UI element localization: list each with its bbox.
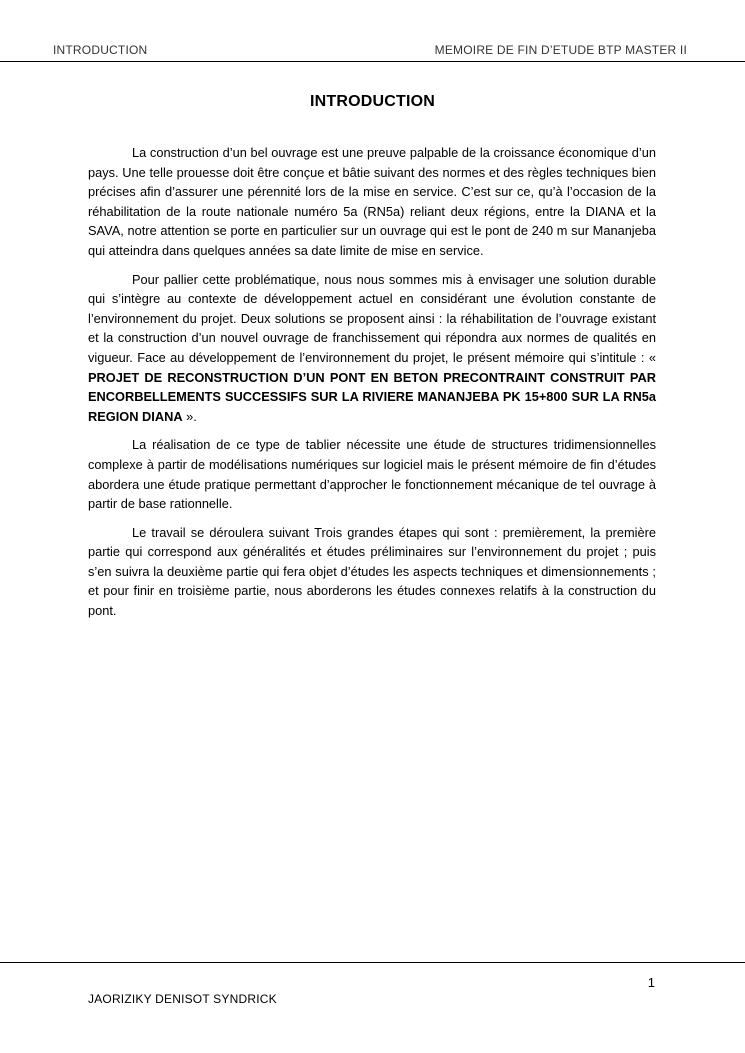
page-header: [0, 0, 745, 62]
thesis-title: PROJET DE RECONSTRUCTION D’UN PONT EN BETON PRECONTRAINT CONSTRUIT PAR ENCORBELLEMENTS SUCCESSIFS SUR LA RIVIERE MANANJEBA PK 15+800 SUR LA RN5a REGION DIANA: [88, 369, 656, 424]
footer-divider: [0, 962, 745, 963]
header-document-title: MEMOIRE DE FIN D’ETUDE BTP MASTER II: [434, 43, 687, 57]
paragraph-4: Le travail se déroulera suivant Trois grandes étapes qui sont : premièrement, la première partie qui correspond aux généralités et études préliminaires sur l’environnement du projet ; puis s’en suivra la deuxième partie qui fera objet d’études les aspects techniques et dimensionnements ; et pour finir en troisième partie, nous aborderons les études connexes relatifs à la construction du pont.: [88, 524, 656, 619]
page-number: 1: [647, 975, 655, 990]
body-text: [88, 143, 656, 630]
paragraph-2: [88, 270, 656, 427]
page-title: INTRODUCTION: [309, 93, 436, 110]
author-name: JAORIZIKY DENISOT SYNDRICK: [88, 992, 277, 1006]
paragraph-3: La réalisation de ce type de tablier nécessite une étude de structures tridimensionnelles complexe à partir de modélisations numériques sur logiciel mais le présent mémoire de fin d’études abordera une étude pratique permettant d’approcher le fonctionnement mécanique de tel ouvrage à partir de base rationnelle.: [88, 437, 656, 512]
header-section-title: INTRODUCTION: [53, 43, 148, 57]
paragraph-2-end: ».: [182, 408, 197, 424]
paragraph-1: La construction d’un bel ouvrage est une preuve palpable de la croissance économique d’un pays. Une telle prouesse doit être conçue et bâtie suivant des normes et des règles techniques bien précises afin d’assurer une pérennité lors de la mise en service. C’est sur ce, qu’à l’occasion de la réhabilitation de la route nationale numéro 5a (RN5a) reliant deux régions, entre la DIANA et la SAVA, notre attention se porte en particulier sur un ouvrage qui est le pont de 240 m sur Mananjeba qui atteindra dans quelques années sa date limite de mise en service.: [88, 145, 656, 258]
paragraph-2-intro: Pour pallier cette problématique, nous nous sommes mis à envisager une solution durable qui s’intègre au contexte de développement actuel en considérant une évolution constante de l’environnement du projet. Deux solutions se proposent ainsi : la réhabilitation de l’ouvrage existant et la construction d’un nouvel ouvrage de franchissement qui répondra aux normes de qualités en vigueur. Face au développement de l’environnement du projet, le présent mémoire qui s’intitule : «: [88, 271, 656, 365]
